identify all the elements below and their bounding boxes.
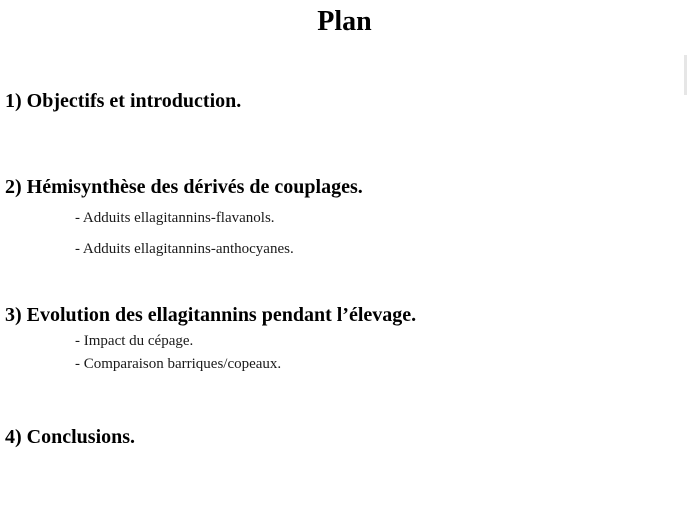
section-heading-2: 2) Hémisynthèse des dérivés de couplages. — [5, 176, 363, 198]
sub-item-2-2: - Adduits ellagitannins-anthocyanes. — [75, 241, 294, 257]
slide-title: Plan — [317, 6, 372, 37]
edge-artifact — [684, 55, 687, 95]
sub-item-3-2: - Comparaison barriques/copeaux. — [75, 356, 282, 372]
sub-item-3-1: - Impact du cépage. — [75, 333, 194, 349]
section-heading-1: 1) Objectifs et introduction. — [5, 90, 242, 112]
section-heading-4: 4) Conclusions. — [5, 426, 136, 448]
sub-item-2-1: - Adduits ellagitannins-flavanols. — [75, 210, 275, 226]
section-heading-3: 3) Evolution des ellagitannins pendant l’élevage. — [5, 304, 417, 326]
